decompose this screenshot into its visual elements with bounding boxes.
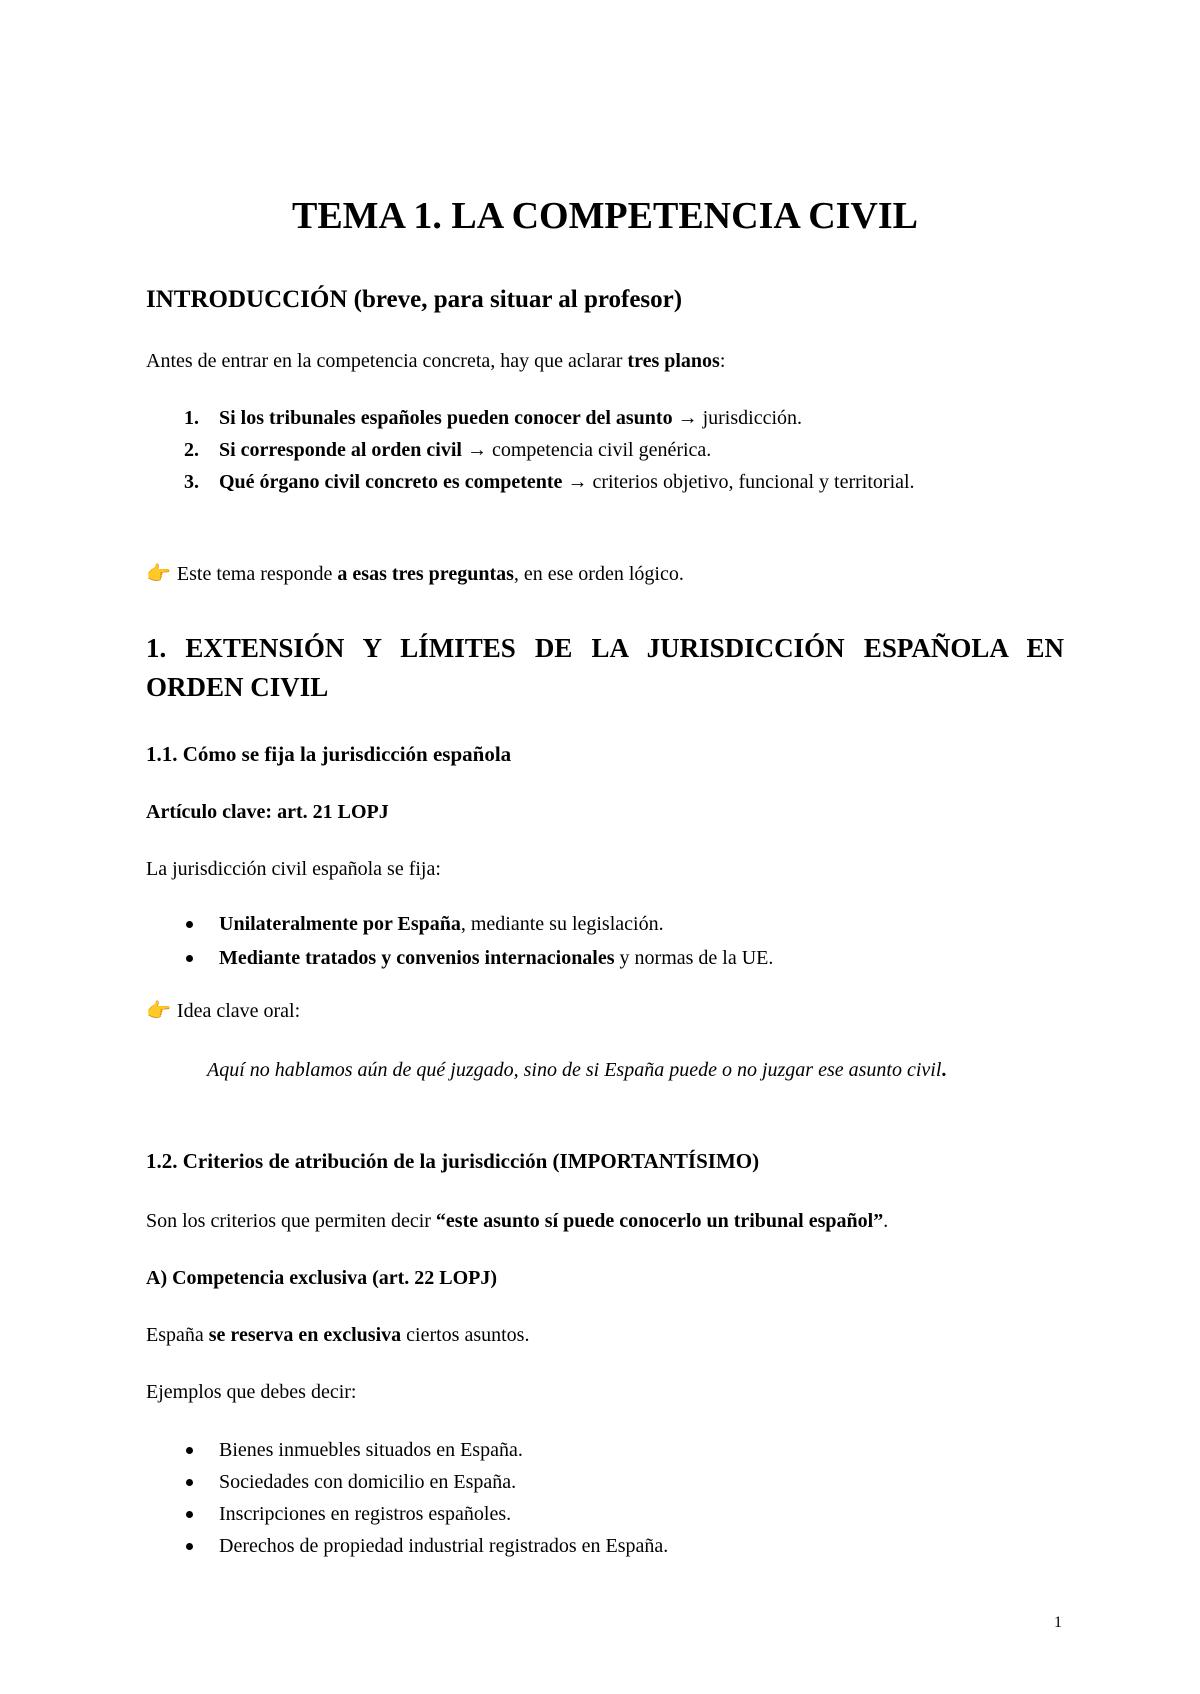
intro-heading: INTRODUCCIÓN (breve, para situar al profesor)	[146, 286, 683, 313]
bullet-icon	[186, 1447, 193, 1454]
bullet-icon	[186, 1543, 193, 1550]
bullet-icon	[186, 1479, 193, 1486]
bullet-icon	[186, 955, 193, 962]
pointing-hand-icon: 👉	[146, 1000, 171, 1022]
intro-note: 👉 Este tema responde a esas tres preguntas, en ese orden lógico.	[146, 560, 1064, 588]
exclusive-competence-heading: A) Competencia exclusiva (art. 22 LOPJ)	[146, 1267, 498, 1289]
bullet-icon	[186, 1511, 193, 1518]
subsection-1-1-lead: La jurisdicción civil española se fija:	[146, 858, 441, 880]
document-title: TEMA 1. LA COMPETENCIA CIVIL	[291, 195, 919, 237]
examples-lead: Ejemplos que debes decir:	[146, 1381, 357, 1403]
subsection-1-2-heading: 1.2. Criterios de atribución de la jurisdicción (IMPORTANTÍSIMO)	[146, 1149, 760, 1173]
key-article: Artículo clave: art. 21 LOPJ	[146, 801, 389, 823]
subsection-1-1-heading: 1.1. Cómo se fija la jurisdicción española	[146, 742, 512, 766]
key-idea-note: 👉 Idea clave oral:	[146, 997, 1064, 1025]
bullet-icon	[186, 921, 193, 928]
subsection-1-2-lead: Son los criterios que permiten decir “este asunto sí puede conocerlo un tribunal español”.	[146, 1210, 889, 1232]
page-number: 1	[1054, 1614, 1062, 1631]
exclusive-competence-lead: España se reserva en exclusiva ciertos asuntos.	[146, 1324, 530, 1346]
section-1-heading: 1. EXTENSIÓN Y LÍMITES DE LA JURISDICCIÓN ESPAÑOLA EN ORDEN CIVIL	[146, 633, 1064, 702]
pointing-hand-icon: 👉	[146, 563, 171, 585]
intro-lead: Antes de entrar en la competencia concreta, hay que aclarar tres planos:	[146, 350, 726, 372]
key-idea-quote: Aquí no hablamos aún de qué juzgado, sino de si España puede o no juzgar ese asunto civil.	[207, 1059, 947, 1081]
